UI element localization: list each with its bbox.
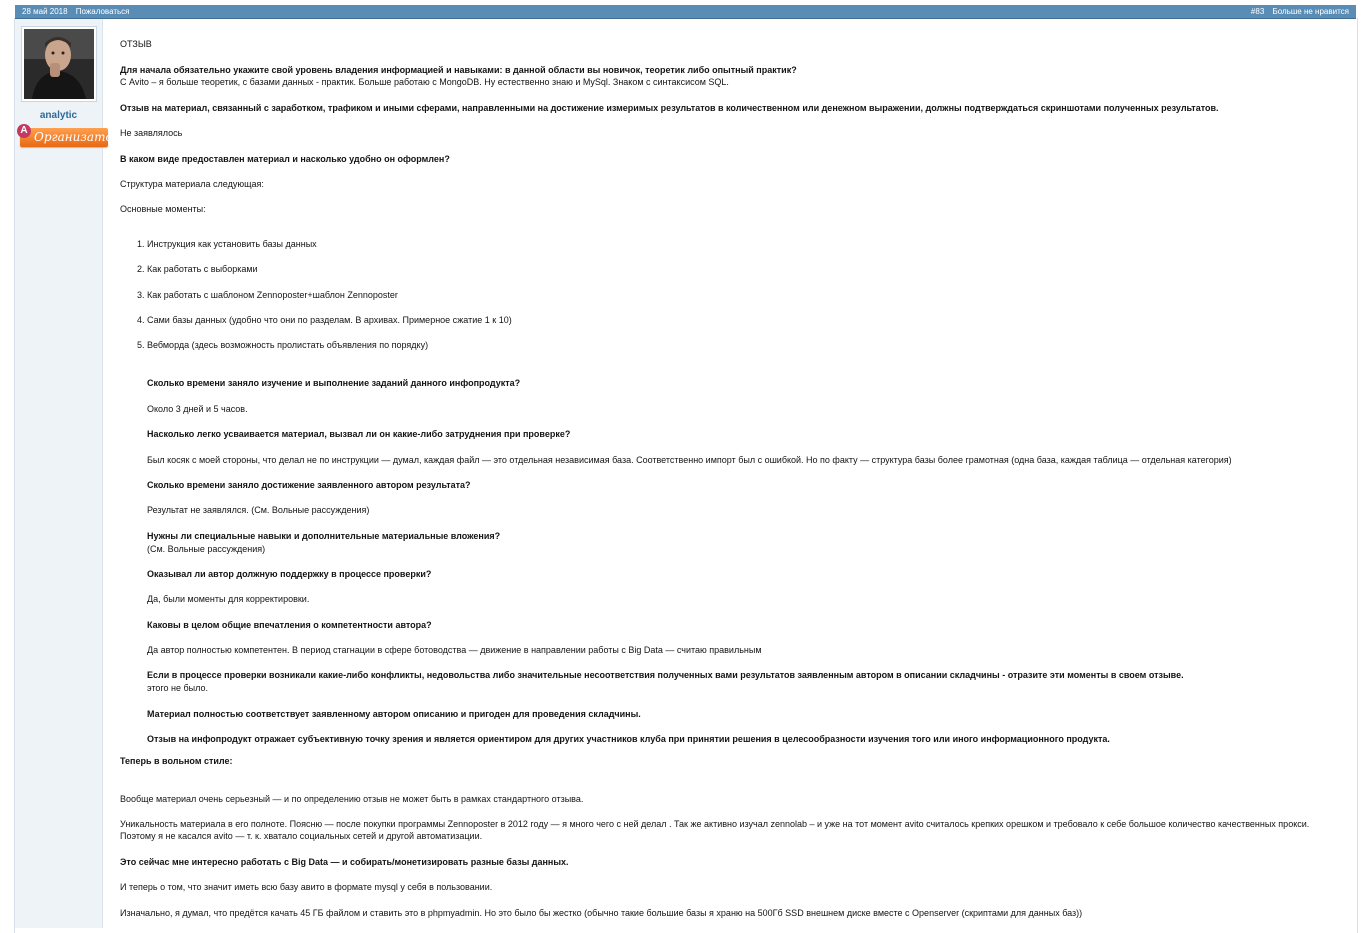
question-result-time: Сколько времени заняло достижение заявленного автором результата? bbox=[147, 480, 471, 490]
badge-label: Организатор bbox=[34, 130, 121, 144]
question-difficulty: Насколько легко усваивается материал, вызвал ли он какие-либо затруднения при проверке? bbox=[147, 429, 571, 439]
answer-structure: Структура материала следующая: bbox=[120, 179, 264, 189]
free-paragraph: Изначально, я думал, что предётся качать 45 ГБ файлом и ставить это в phpmyadmin. Но это было бы жестко (обычно такие большие базы я храню на 500Гб SSD внешнем диске вместе с Openserver (скриптами для данных баз)) bbox=[120, 908, 1083, 918]
badge-letter-icon: A bbox=[17, 124, 31, 138]
free-paragraph: Вообще материал очень серьезный — и по определению отзыв не может быть в рамках стандартного отзыва. bbox=[120, 794, 584, 804]
list-item: 3. Как работать с шаблоном Zennoposter+шаблон Zennoposter bbox=[137, 290, 398, 300]
question-screenshots: Отзыв на материал, связанный с заработком, трафиком и иными сферами, направленными на достижение измеримых результатов в количественном или денежном выражении, должны подтверждаться скриншотами полученных результатов. bbox=[120, 103, 1219, 113]
report-link[interactable]: Пожаловаться bbox=[75, 7, 130, 16]
user-panel bbox=[15, 19, 121, 928]
question-author-support: Оказывал ли автор должную поддержку в процессе проверки? bbox=[147, 569, 432, 579]
answer-screenshots: Не заявлялось bbox=[120, 128, 183, 138]
answer-skill-level: С Avito – я больше теоретик, с базами данных - практик. Больше работаю с MongoDB. Ну естественно знаю и MySql. Знаком с синтаксисом SQL. bbox=[120, 77, 729, 87]
answer-key-points: Основные моменты: bbox=[120, 204, 206, 214]
avatar[interactable] bbox=[21, 26, 97, 102]
free-paragraph: И теперь о том, что значит иметь всю базу авито в формате mysql у себя в пользовании. bbox=[120, 882, 493, 892]
question-format: В каком виде предоставлен материал и насколько удобно он оформлен? bbox=[120, 154, 450, 164]
question-skill-level: Для начала обязательно укажите свой уровень владения информацией и навыками: в данной области вы новичок, теоретик либо опытный практик? bbox=[120, 65, 797, 75]
free-style-heading: Теперь в вольном стиле: bbox=[120, 756, 233, 766]
review-heading: ОТЗЫВ bbox=[120, 39, 152, 49]
answer-conflicts: этого не было. bbox=[147, 683, 208, 693]
avatar-photo bbox=[24, 29, 94, 99]
answer-author-support: Да, были моменты для корректировки. bbox=[147, 594, 310, 604]
list-item: 2. Как работать с выборками bbox=[137, 264, 258, 274]
question-conflicts: Если в процессе проверки возникали какие-либо конфликты, недовольства либо значительные несоответствия полученных вами результатов заявленным автором в описании складчины - отразите эти моменты в своем отзыве. bbox=[147, 670, 1184, 680]
answer-author-competence: Да автор полностью компетентен. В период стагнации в сфере ботоводства — движение в направлении работы с Big Data — считаю правильным bbox=[147, 645, 762, 655]
list-item: 1. Инструкция как установить базы данных bbox=[137, 239, 317, 249]
username-link[interactable]: analytic bbox=[39, 110, 78, 121]
question-skills-needed: Нужны ли специальные навыки и дополнительные материальные вложения? bbox=[147, 531, 501, 541]
post-header-bar bbox=[15, 5, 1356, 19]
badge-plate bbox=[20, 128, 121, 147]
answer-skills-needed: (См. Вольные рассуждения) bbox=[147, 544, 266, 554]
unlike-link[interactable]: Больше не нравится bbox=[1272, 7, 1349, 16]
free-paragraph: Уникальность материала в его полноте. Поясню — после покупки программы Zennoposter в 2012 году — я много чего с ней делал . Так же активно изучал zennolab – и уже на тот момент avito считалось крепких орешком и требовало к себе большое количество качественных прокси. Поэтому я не касался avito — т. к. хватало социальных сетей и другой автоматизации. bbox=[120, 819, 1310, 841]
post-number-link[interactable]: #83 bbox=[1250, 7, 1265, 16]
post-date[interactable]: 28 май 2018 bbox=[22, 7, 68, 16]
post-header-right bbox=[1251, 5, 1349, 18]
answer-time-spent: Около 3 дней и 5 часов. bbox=[147, 404, 248, 414]
answer-result-time: Результат не заявлялся. (См. Вольные рассуждения) bbox=[147, 505, 370, 515]
answer-difficulty: Был косяк с моей стороны, что делал не по инструкции — думал, каждая файл — это отдельная независимая база. Соответственно импорт был с ошибкой. Но по факту — структура базы более грамотная (одна база, каждая таблица — отдельная категория) bbox=[147, 455, 1232, 465]
statement-subjective-review: Отзыв на инфопродукт отражает субъективную точку зрения и является ориентиром для других участников клуба при принятии решения в целесообразности изучения того или иного информационного продукта. bbox=[147, 734, 1110, 744]
question-author-competence: Каковы в целом общие впечатления о компетентности автора? bbox=[147, 620, 432, 630]
list-item: 5. Вебморда (здесь возможность пролистать объявления по порядку) bbox=[137, 340, 429, 350]
free-paragraph-bold: Это сейчас мне интересно работать с Big Data — и собирать/монетизировать разные базы данных. bbox=[120, 857, 569, 867]
list-item: 4. Сами базы данных (удобно что они по разделам. В архивах. Примерное сжатие 1 к 10) bbox=[137, 315, 512, 325]
question-time-spent: Сколько времени заняло изучение и выполнение заданий данного инфопродукта? bbox=[147, 378, 521, 388]
post-header-left bbox=[22, 5, 130, 18]
organizer-badge bbox=[17, 124, 121, 148]
statement-material-fits: Материал полностью соответствует заявленному автором описанию и пригоден для проведения складчины. bbox=[147, 709, 641, 719]
